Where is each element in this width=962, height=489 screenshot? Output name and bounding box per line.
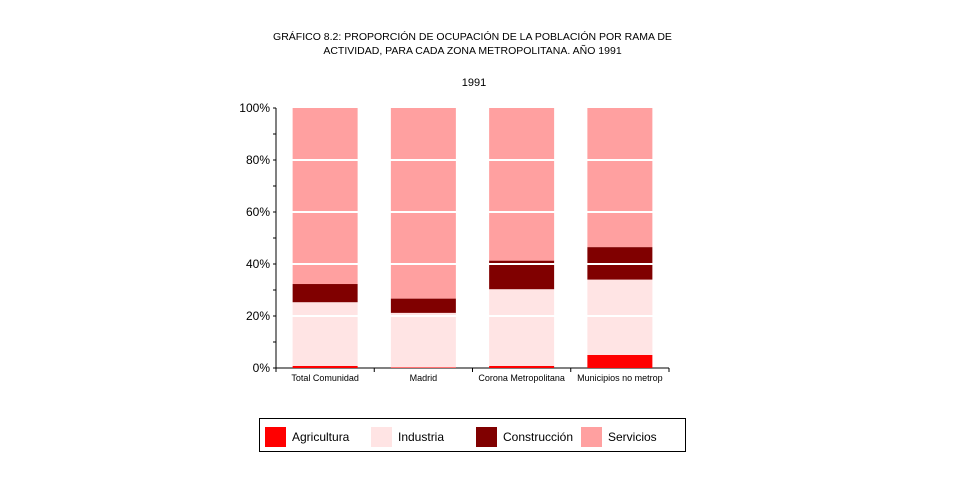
x-tick-label: Total Comunidad (291, 373, 359, 383)
bar-segment-industria (293, 302, 358, 366)
bar-segment-construcción (391, 299, 456, 313)
legend-label: Agricultura (292, 430, 350, 444)
y-tick-label: 40% (245, 257, 270, 271)
bar-segment-agricultura (293, 366, 358, 368)
bar-segment-servicios (293, 108, 358, 284)
y-tick-label: 0% (252, 361, 270, 375)
y-tick-label: 20% (245, 309, 270, 323)
bar-segment-industria (587, 280, 652, 355)
bar-segment-agricultura (489, 366, 554, 368)
legend-label: Industria (398, 430, 445, 444)
chart-title-line-2: ACTIVIDAD, PARA CADA ZONA METROPOLITANA. AÑO 1991 (323, 45, 622, 57)
bar-segment-servicios (489, 108, 554, 261)
chart-title-line-1: GRÁFICO 8.2: PROPORCIÓN DE OCUPACIÓN DE LA POBLACIÓN POR RAMA DE (273, 31, 672, 43)
legend-swatch (265, 427, 286, 447)
y-tick-label: 80% (245, 153, 270, 167)
legend-swatch (371, 427, 392, 447)
y-tick-label: 60% (245, 205, 270, 219)
bar-segment-servicios (391, 108, 456, 299)
x-tick-label: Madrid (409, 373, 438, 383)
x-tick-label: Corona Metropolitana (478, 373, 565, 383)
bar-segment-agricultura (391, 367, 456, 368)
bar-segment-servicios (587, 108, 652, 247)
legend-swatch (476, 427, 497, 447)
bar-segment-construcción (293, 284, 358, 302)
legend-label: Construcción (503, 430, 574, 444)
bar-segment-industria (489, 289, 554, 366)
chart-legend (259, 418, 686, 452)
legend-label: Servicios (608, 430, 657, 444)
bar-segment-agricultura (587, 355, 652, 368)
bar-segment-industria (391, 313, 456, 368)
y-tick-label: 100% (239, 101, 270, 115)
x-tick-label: Municipios no metrop (577, 373, 663, 383)
legend-swatch (581, 427, 602, 447)
chart-subtitle: 1991 (461, 77, 487, 89)
